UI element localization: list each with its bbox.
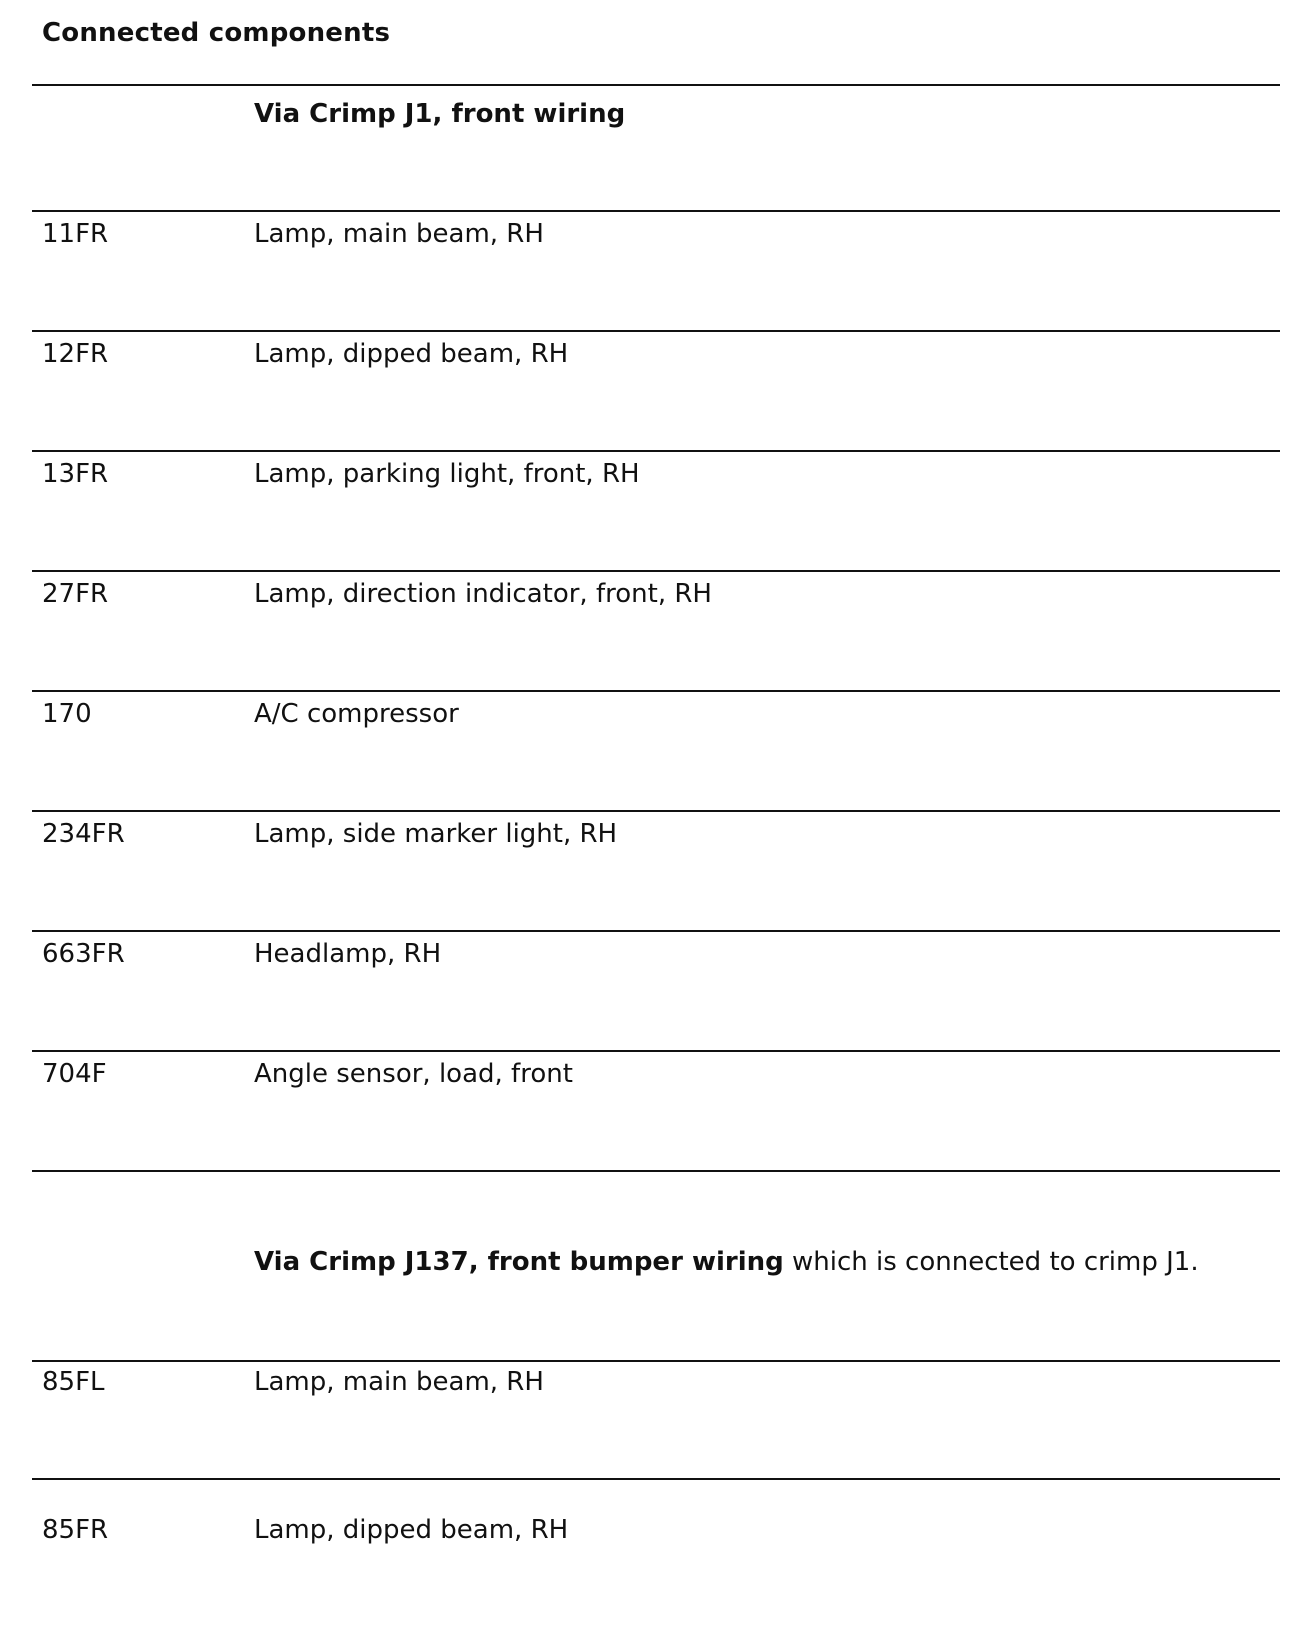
- divider: [32, 210, 1280, 212]
- component-description: Lamp, main beam, RH: [254, 219, 544, 249]
- component-code: 12FR: [42, 339, 109, 369]
- group-heading-text: Via Crimp J137, front bumper wiring: [254, 1247, 784, 1277]
- component-description: Lamp, direction indicator, front, RH: [254, 579, 712, 609]
- divider: [32, 1170, 1280, 1172]
- divider: [32, 330, 1280, 332]
- divider: [32, 1360, 1280, 1362]
- component-description: Lamp, dipped beam, RH: [254, 1515, 569, 1545]
- divider: [32, 450, 1280, 452]
- divider: [32, 930, 1280, 932]
- divider: [32, 1050, 1280, 1052]
- component-code: 704F: [42, 1059, 107, 1089]
- divider: [32, 1478, 1280, 1480]
- component-code: 663FR: [42, 939, 125, 969]
- group-heading: [254, 98, 625, 130]
- group-heading-suffix: which is connected to crimp J1.: [783, 1247, 1199, 1277]
- component-code: 85FL: [42, 1367, 105, 1397]
- divider: [32, 84, 1280, 86]
- component-code: 13FR: [42, 459, 109, 489]
- component-description: Headlamp, RH: [254, 939, 442, 969]
- component-code: 27FR: [42, 579, 109, 609]
- component-description: Lamp, side marker light, RH: [254, 819, 618, 849]
- component-description: Lamp, main beam, RH: [254, 1367, 544, 1397]
- component-description: Angle sensor, load, front: [254, 1059, 573, 1089]
- divider: [32, 690, 1280, 692]
- component-code: 234FR: [42, 819, 125, 849]
- divider: [32, 810, 1280, 812]
- component-code: 85FR: [42, 1515, 109, 1545]
- component-code: 11FR: [42, 219, 109, 249]
- group-heading: [254, 1246, 1199, 1278]
- page-title: Connected components: [42, 18, 391, 48]
- component-description: A/C compressor: [254, 699, 459, 729]
- component-description: Lamp, parking light, front, RH: [254, 459, 640, 489]
- divider: [32, 570, 1280, 572]
- component-description: Lamp, dipped beam, RH: [254, 339, 569, 369]
- component-code: 170: [42, 699, 92, 729]
- group-heading-text: Via Crimp J1, front wiring: [254, 99, 626, 129]
